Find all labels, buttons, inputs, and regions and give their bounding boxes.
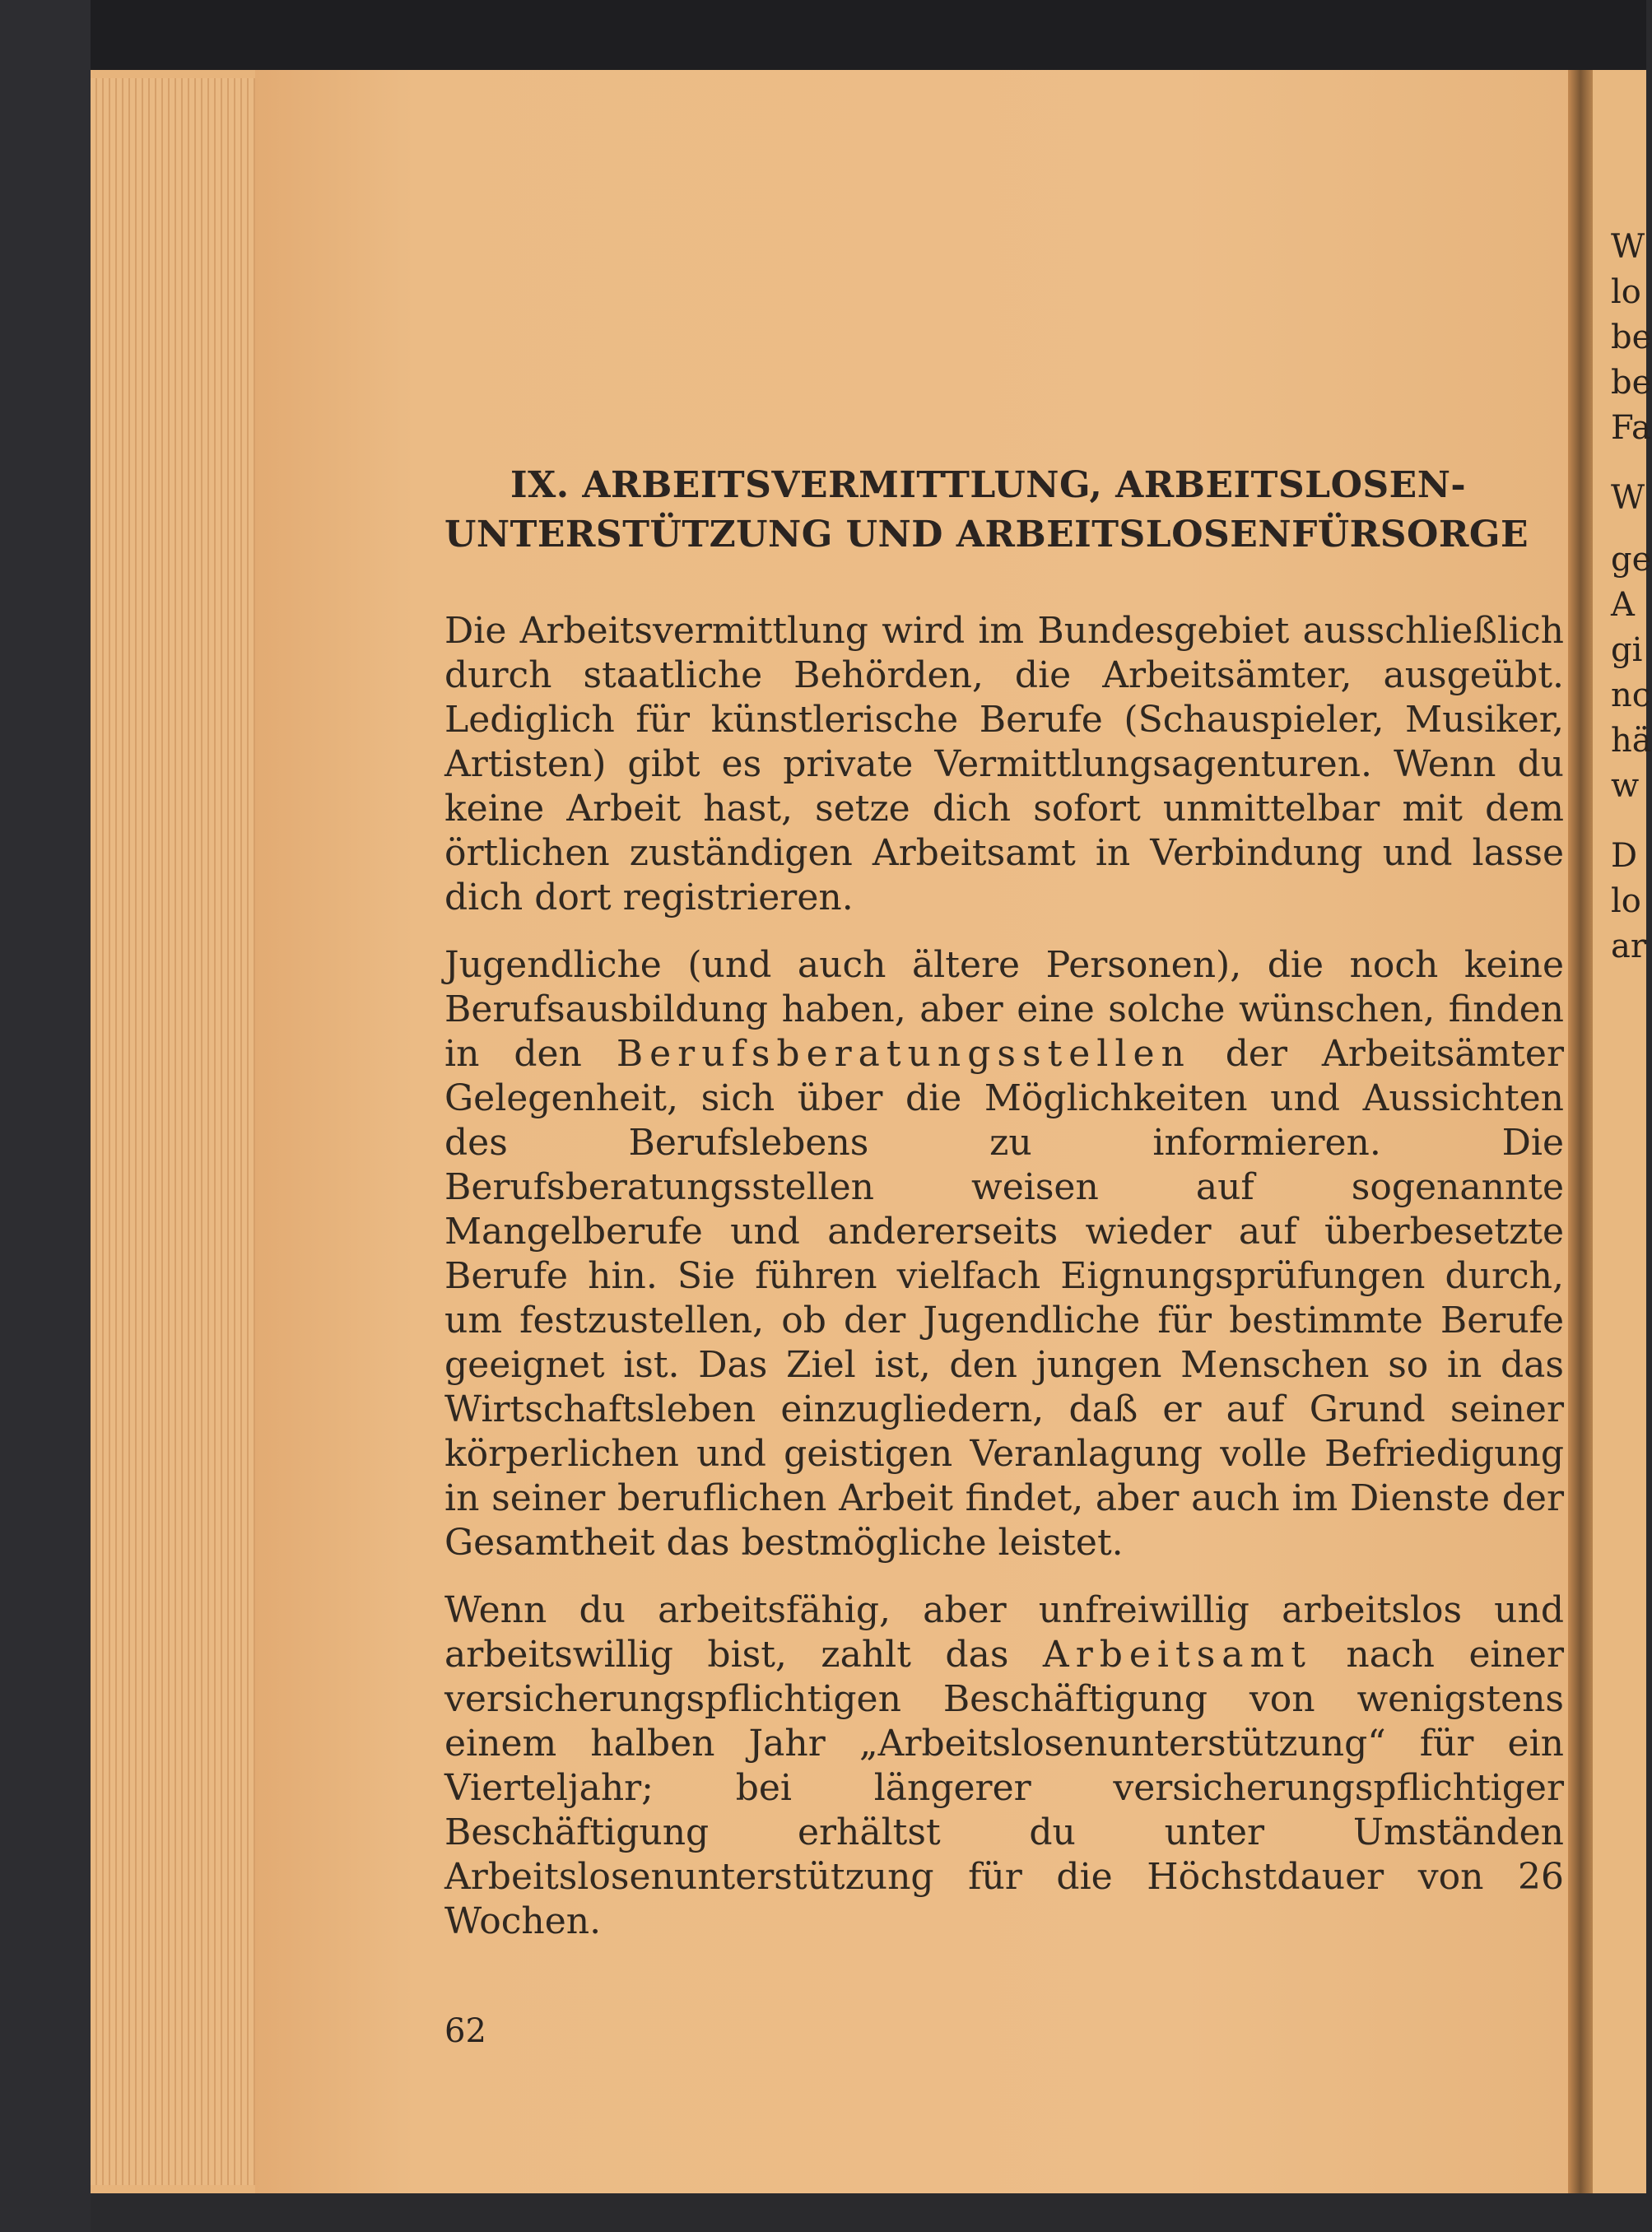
chapter-heading <box>444 461 1564 560</box>
paragraph-job-placement: Die Arbeitsvermittlung wird im Bundesgebiet ausschließlich durch staatliche Behörden, die Arbeitsämter, ausgeübt. Lediglich für künstlerische Berufe (Schauspieler, Musiker, Artisten) gibt es private Vermittlungsagenturen. Wenn du keine Arbeit hast, setze dich sofort unmittelbar mit dem örtlichen zuständigen Arbeitsamt in Verbindung und lasse dich dort registrieren. <box>444 610 1564 918</box>
right-page-fragment: D <box>1611 837 1638 875</box>
right-page-fragment: A <box>1611 586 1635 624</box>
paragraph-unemployment-benefit <box>444 1588 1564 1944</box>
paragraph-text: Jugendliche (und auch ältere Personen), die noch keine Berufsausbildung haben, aber eine solche wünschen, finden in den <box>444 944 1564 1075</box>
page-edges <box>91 78 258 2185</box>
page-number: 62 <box>444 2012 486 2050</box>
right-page-fragment: W <box>1611 228 1645 266</box>
scanner-backdrop-left <box>0 0 91 2232</box>
chapter-heading-line-1: IX. ARBEITSVERMITTLUNG, ARBEITSLOSEN- <box>510 464 1467 506</box>
emphasized-term: Arbeitsamt <box>1042 1634 1312 1676</box>
paragraph-text: Wenn du arbeitsfähig, aber unfreiwillig arbeitslos und arbeitswillig bist, zahlt das <box>444 1589 1564 1676</box>
page-content <box>444 461 1564 1967</box>
scanner-backdrop-top <box>0 0 1646 74</box>
right-page-fragment: ge <box>1611 541 1652 579</box>
right-page-fragment: nc <box>1611 677 1651 714</box>
right-page-edge <box>1593 70 1652 2193</box>
book-gutter <box>1568 70 1593 2193</box>
right-page-fragment: lo <box>1611 882 1641 920</box>
right-page-fragment: hä <box>1611 722 1652 760</box>
right-page-fragment: W <box>1611 479 1645 517</box>
paragraph-career-counseling <box>444 943 1564 1565</box>
right-page-fragment: be <box>1611 319 1652 356</box>
right-page-fragment: Fa <box>1611 409 1651 447</box>
chapter-heading-line-2: UNTERSTÜTZUNG UND ARBEITSLOSENFÜRSORGE <box>444 514 1529 556</box>
paragraph-text: nach einer versicherungspflichtigen Beschäftigung von wenigstens einem halben Jahr „Arbeitslosenunterstützung“ für ein Vierteljahr; bei längerer versicherungspflichtiger Beschäftigung erhältst du unter Umständen Arbeitslosenunterstützung für die Höchstdauer von 26 Wochen. <box>444 1634 1564 1942</box>
right-page-fragment: ar <box>1611 928 1646 965</box>
paragraph-text: der Arbeitsämter Gelegenheit, sich über die Möglichkeiten und Aussichten des Berufslebens zu informieren. Die Berufsberatungsstellen weisen auf sogenannte Mangelberufe und andererseits wieder auf überbesetzte Berufe hin. Sie führen vielfach Eignungsprüfungen durch, um festzustellen, ob der Jugendliche für bestimmte Berufe geeignet ist. Das Ziel ist, den jungen Menschen so in das Wirtschaftsleben einzugliedern, daß er auf Grund seiner körperlichen und geistigen Veranlagung volle Befriedigung in seiner beruflichen Arbeit findet, aber auch im Dienste der Gesamtheit das bestmögliche leistet. <box>444 1033 1564 1564</box>
right-page-fragment: be <box>1611 364 1652 402</box>
emphasized-term: Berufsberatungsstellen <box>616 1033 1191 1075</box>
right-page-fragment: gi <box>1611 631 1643 669</box>
right-page-fragment: lo <box>1611 273 1641 311</box>
right-page-fragment: w <box>1611 767 1640 805</box>
